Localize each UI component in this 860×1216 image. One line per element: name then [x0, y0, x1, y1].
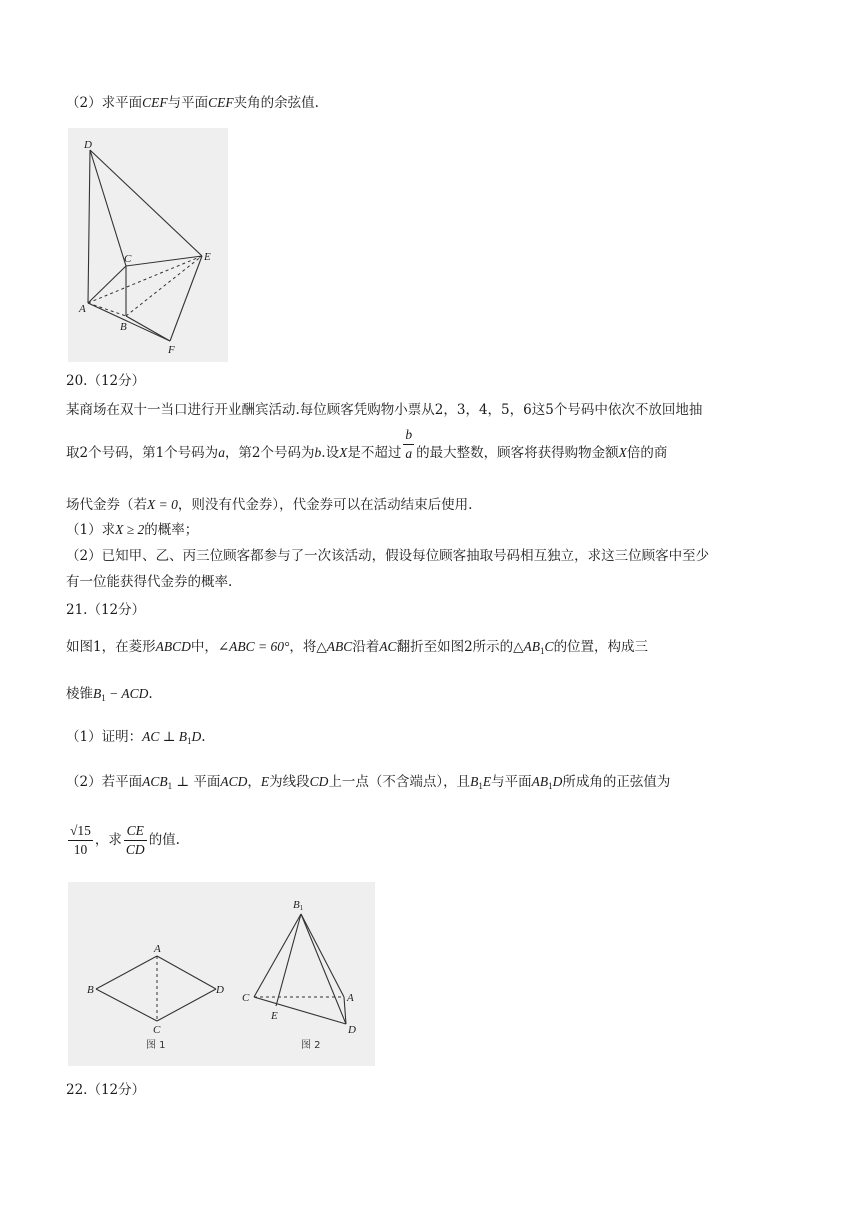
- var-x-2: X: [618, 445, 627, 460]
- p2m1s: 1: [101, 693, 106, 703]
- q21-part1-b: .: [201, 729, 206, 745]
- plane-cef-2: CEF: [208, 95, 234, 110]
- q21-figures: [68, 882, 375, 1066]
- rhombus-and-tetrahedron: [68, 882, 375, 1066]
- fig1-label-D: D: [216, 984, 224, 996]
- b1e-b: E: [482, 774, 492, 789]
- label-E: E: [204, 251, 211, 263]
- q20-p2-a: 取2个号码，第1个号码为: [66, 445, 219, 461]
- b1-letter: B: [293, 899, 300, 911]
- math-ac-perp-b1d: [142, 729, 201, 744]
- fig2-label-D: D: [348, 1024, 356, 1036]
- pms: 1: [187, 736, 192, 746]
- q21-part2-a: （2）若平面: [66, 774, 143, 790]
- q20-p2-c: .设: [321, 445, 340, 461]
- fraction-ce-over-cd: [124, 822, 147, 859]
- q20-p2-d: 是不超过: [347, 445, 402, 461]
- b1-sub: 1: [299, 904, 304, 912]
- q21-p1-d: 沿着: [352, 639, 380, 655]
- label-C: C: [124, 253, 132, 265]
- q19-figure: [68, 128, 228, 362]
- math-abcd: ABCD: [155, 639, 191, 654]
- fraction-sqrt15-over-10: [68, 822, 93, 859]
- math-e: E: [260, 774, 270, 789]
- fig2-caption: 图 2: [301, 1040, 321, 1051]
- q21-tail-b: 的值.: [148, 832, 180, 848]
- p2m1b: − ACD: [105, 686, 149, 701]
- b1e-s: 1: [478, 781, 483, 791]
- q20-p2-e: 的最大整数，顾客将获得购物金额: [416, 445, 619, 461]
- pm1: AC ⊥ B: [142, 729, 188, 744]
- fraction-b-over-a: [403, 426, 414, 463]
- ab1d-b: D: [552, 774, 563, 789]
- frac2-den: CD: [125, 842, 145, 857]
- math-acd: ACD: [220, 774, 248, 789]
- fig1-caption: 图 1: [146, 1040, 166, 1051]
- label-F: F: [168, 344, 175, 356]
- math-b1e: [470, 774, 491, 789]
- q21-p1: [66, 637, 648, 661]
- q21-part2: [66, 772, 670, 796]
- q21-part2-g: 所成角的正弦值为: [562, 774, 671, 790]
- q19-part2: [66, 93, 319, 113]
- frac1-num: √15: [68, 822, 93, 841]
- math-ac: AC: [379, 639, 397, 654]
- plane-cef-1: CEF: [142, 95, 168, 110]
- q21-part2-e: 上一点（不含端点），且: [328, 774, 471, 790]
- q22-header: 22.（12分）: [66, 1082, 146, 1098]
- q19-part2-post: 夹角的余弦值.: [233, 95, 319, 111]
- q20-part1-a: （1）求: [66, 522, 116, 538]
- q20-part1-b: 的概率；: [144, 522, 199, 538]
- m5b: C: [544, 639, 554, 654]
- math-x-eq-0: X = 0: [147, 497, 178, 512]
- q19-part2-text: （2）求平面: [66, 95, 143, 111]
- q21-tail-a: ，求: [94, 832, 122, 848]
- q21-part2-d: 为线段: [269, 774, 310, 790]
- p2m1a: B: [93, 686, 102, 701]
- p2a: ACB: [142, 774, 168, 789]
- fig1-label-C: C: [153, 1024, 161, 1036]
- q20-p2-f: 倍的商: [626, 445, 668, 461]
- q21-tail: [66, 822, 180, 859]
- q20-p3: [66, 495, 472, 515]
- q20-p3-b: ，则没有代金券），代金券可以在活动结束后使用.: [177, 497, 473, 513]
- fig2-label-A: A: [347, 992, 354, 1004]
- frac-den: a: [405, 446, 413, 461]
- fig2-label-C: C: [242, 992, 250, 1004]
- frac2-num: CE: [124, 822, 147, 841]
- q21-part2-b: ⊥ 平面: [172, 774, 221, 790]
- ab1d-s: 1: [548, 781, 553, 791]
- q21-p1-c: ，将: [289, 639, 317, 655]
- q21-header: 21.（12分）: [66, 602, 146, 618]
- m5a: △AB: [513, 639, 541, 654]
- math-acb1: [142, 774, 172, 789]
- q20-part2-line2: 有一位能获得代金券的概率.: [66, 574, 233, 590]
- math-ab1d: [532, 774, 563, 789]
- q21-p1-a: 如图1，在菱形: [66, 639, 156, 655]
- frac1-den: 10: [73, 842, 88, 857]
- frac-num: b: [403, 426, 414, 445]
- q20-part1: [66, 520, 198, 540]
- q21-part2-c: ，: [247, 774, 261, 790]
- fig2-label-E: E: [271, 1010, 278, 1022]
- var-a: a: [218, 445, 225, 460]
- ab1d-a: AB: [531, 774, 549, 789]
- pm2: D: [191, 729, 202, 744]
- q21-p1-b: 中，: [190, 639, 218, 655]
- q20-p2-b: ，第2个号码为: [224, 445, 315, 461]
- fig1-label-B: B: [87, 984, 94, 996]
- b1e-a: B: [470, 774, 479, 789]
- math-cd: CD: [309, 774, 329, 789]
- pyramid-diagram: [68, 128, 228, 362]
- q21-p1-e: 翻折至如图2所示的: [396, 639, 514, 655]
- q21-p2-b: .: [148, 686, 153, 702]
- q21-part2-f: 与平面: [491, 774, 532, 790]
- math-angle: ∠ABC = 60°: [217, 639, 290, 654]
- math-tri-abc: △ABC: [316, 639, 353, 654]
- q20-p2: [66, 427, 668, 463]
- q21-p1-f: 的位置，构成三: [553, 639, 649, 655]
- q19-part2-mid: 与平面: [167, 95, 209, 111]
- fig1-label-A: A: [154, 943, 161, 955]
- fig2-label-B1: [293, 899, 304, 912]
- label-B: B: [120, 321, 127, 333]
- math-b1-acd: [93, 686, 148, 701]
- var-b: b: [314, 445, 322, 460]
- label-A: A: [79, 303, 86, 315]
- label-D: D: [84, 139, 92, 151]
- q20-header: 20.（12分）: [66, 373, 146, 389]
- q20-p3-a: 场代金券（若: [66, 497, 147, 513]
- q21-p2-a: 棱锥: [66, 686, 93, 702]
- q20-p1: 某商场在双十一当口进行开业酬宾活动.每位顾客凭购物小票从2，3，4，5，6这5个号码中依次不放回地抽: [66, 402, 703, 418]
- var-x: X: [339, 445, 348, 460]
- q21-part1: [66, 727, 206, 751]
- q21-part1-a: （1）证明：: [66, 729, 143, 745]
- p2s: 1: [167, 781, 173, 791]
- q21-p2: [66, 684, 153, 708]
- math-tri-ab1c: [513, 639, 553, 654]
- m5s: 1: [540, 646, 545, 656]
- math-x-ge-2: X ≥ 2: [115, 522, 145, 537]
- q20-part2-line1: （2）已知甲、乙、丙三位顾客都参与了一次该活动，假设每位顾客抽取号码相互独立，求这三位顾客中至少: [66, 548, 710, 564]
